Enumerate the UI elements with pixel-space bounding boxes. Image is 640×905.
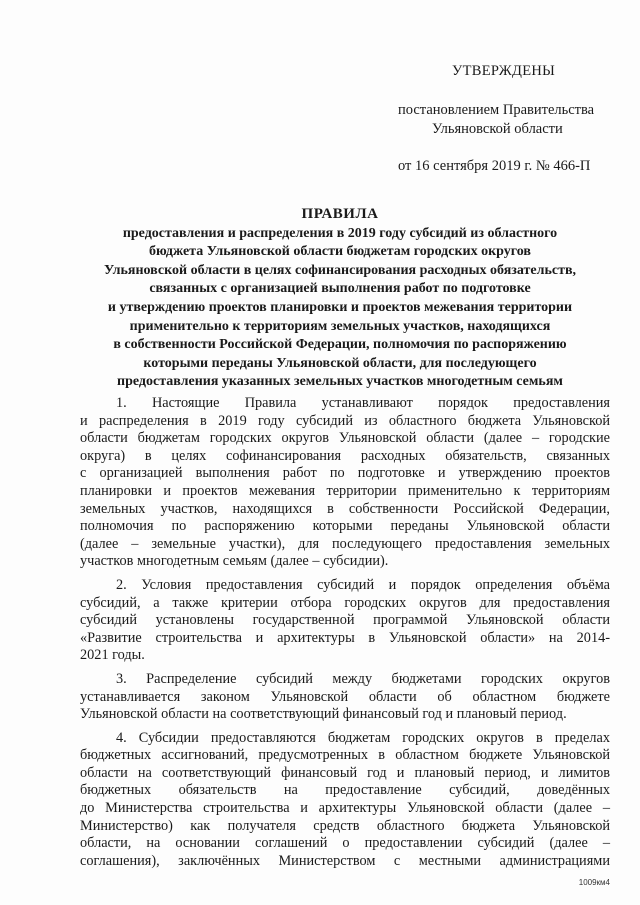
heading-title: ПРАВИЛА xyxy=(301,206,379,222)
heading-line: и утверждению проектов планировки и проектов межевания территории xyxy=(107,299,573,315)
heading-line: бюджета Ульяновской области бюджетам городских округов xyxy=(149,244,531,260)
approval-line-decree: постановлением Правительства xyxy=(398,102,595,118)
text-line: субсидий установлены государственной программой Ульяновской области xyxy=(80,612,610,629)
approval-line-region: Ульяновской области xyxy=(432,121,563,137)
text-line: Министерство) как получателя средств областного бюджета Ульяновской xyxy=(80,817,610,834)
document-body xyxy=(80,395,610,876)
paragraph-3 xyxy=(80,671,610,724)
approval-title: УТВЕРЖДЕНЫ xyxy=(452,63,556,79)
document-heading xyxy=(60,205,620,392)
text-line: до Министерства строительства и архитектуры Ульяновской области (далее – xyxy=(80,800,610,817)
heading-line: связанных с организацией выполнения работ по подготовке xyxy=(149,281,531,297)
text-line: субсидий, а также критерии отбора городских округов для предоставления xyxy=(80,594,610,611)
text-line: планировки и проектов межевания территории применительно к территориям xyxy=(80,482,610,499)
heading-line: применительно к территориям земельных участков, находящихся xyxy=(129,318,551,334)
heading-line: Ульяновской области в целях софинансирования расходных обязательств, xyxy=(103,262,577,278)
text-line: участков многодетным семьям (далее – субсидии). xyxy=(80,553,389,570)
heading-line: в собственности Российской Федерации, полномочия по распоряжению xyxy=(113,337,567,353)
text-line: устанавливается законом Ульяновской области об областном бюджете xyxy=(80,688,610,705)
text-line: области, на основании соглашений о предоставлении субсидий (далее – xyxy=(80,835,610,852)
text-line: соглашения), заключённых Министерством с местными администрациями xyxy=(80,852,610,869)
text-line: земельных участков, находящихся в собственности Российской Федерации, xyxy=(80,500,610,517)
text-line: «Развитие строительства и архитектуры в Ульяновской области» на 2014- xyxy=(80,629,610,646)
text-line: 2. Условия предоставления субсидий и порядок определения объёма xyxy=(116,576,610,593)
text-line: области бюджетам городских округов Ульяновской области (далее – городские xyxy=(80,430,610,447)
text-line: с организацией выполнения работ по подготовке и утверждению проектов xyxy=(80,465,610,482)
heading-line: которыми переданы Ульяновской области, для последующего xyxy=(143,355,537,371)
paragraph-2 xyxy=(80,577,610,665)
text-line: 2021 годы. xyxy=(80,647,145,664)
text-line: 1. Настоящие Правила устанавливают порядок предоставления xyxy=(116,395,610,411)
text-line: (далее – земельные участки), для последующего предоставления земельных xyxy=(80,535,610,552)
text-line: бюджетных обязательств на предоставление субсидий, доведённых xyxy=(80,782,610,799)
text-line: полномочия по распоряжению которыми переданы Ульяновской области xyxy=(80,518,610,535)
approval-block xyxy=(398,62,608,176)
text-line: округа) в целях софинансирования расходных обязательств, связанных xyxy=(80,447,610,464)
approval-line-date: от 16 сентября 2019 г. № 466-П xyxy=(398,158,591,174)
text-line: 3. Распределение субсидий между бюджетами городских округов xyxy=(116,670,610,687)
paragraph-1 xyxy=(80,395,610,571)
text-line: бюджетных ассигнований, предусмотренных в областном бюджете Ульяновской xyxy=(80,747,610,764)
heading-line: предоставления указанных земельных участков многодетным семьям xyxy=(117,374,563,390)
text-line: области на соответствующий финансовый год и плановый период, и лимитов xyxy=(80,764,610,781)
text-line: 4. Субсидии предоставляются бюджетам городских округов в пределах xyxy=(116,729,610,746)
heading-line: предоставления и распределения в 2019 году субсидий из областного xyxy=(122,225,558,241)
paragraph-4 xyxy=(80,730,610,871)
text-line: и распределения в 2019 году субсидий из областного бюджета Ульяновской xyxy=(80,412,610,429)
text-line: Ульяновской области на соответствующий финансовый год и плановый период. xyxy=(80,706,567,723)
footer-code: 1009км4 xyxy=(578,878,610,887)
